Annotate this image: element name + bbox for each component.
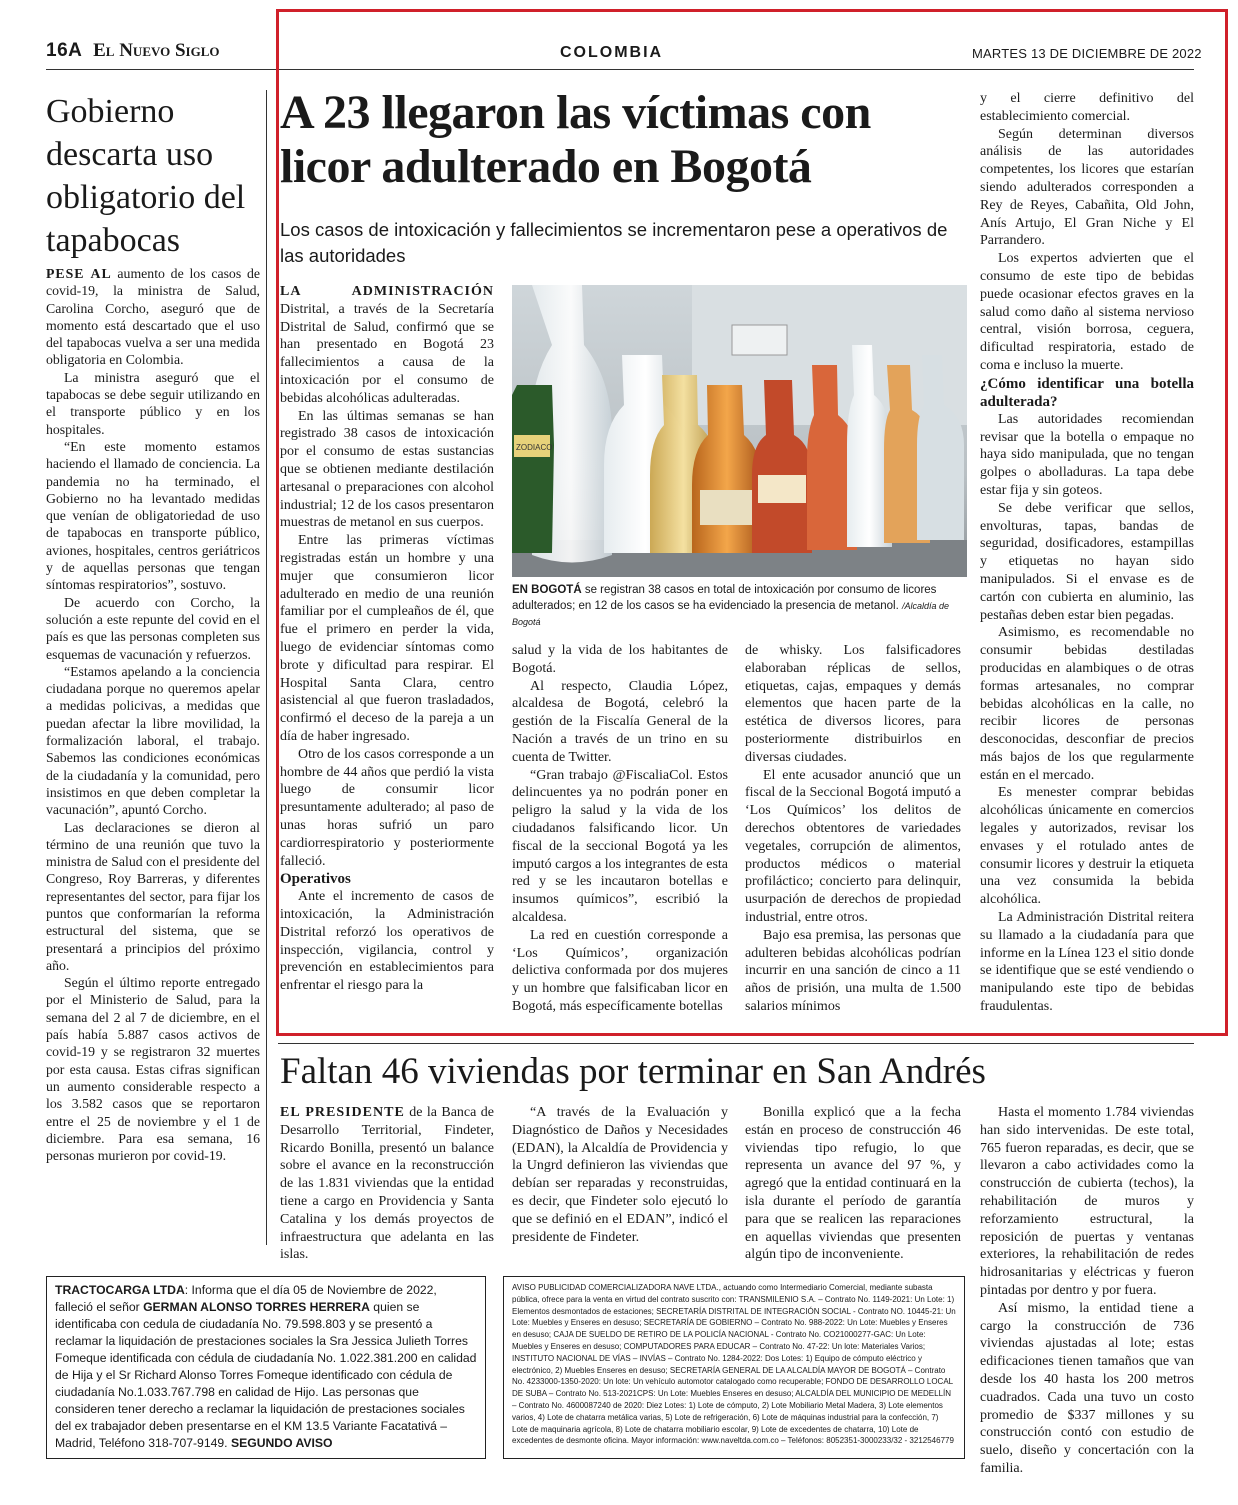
nave-auction-notice	[503, 1276, 965, 1459]
caption-credit: /Alcaldía de Bogotá	[512, 601, 950, 627]
paragraph: El ente acusador anunció que un fiscal de la Seccional Bogotá imputó a ‘Los Químicos’ los delitos de derechos obtentores de variedades vegetales, corrupción de alimentos, productos médicos o material profiláctico; concierto para delinquir, usurpación de derechos de propiedad industrial, entre otros.	[745, 767, 961, 925]
paragraph: y el cierre definitivo del establecimiento comercial.	[980, 91, 1194, 124]
lead-words: EL PRESIDENTE	[280, 1105, 405, 1120]
subhead-identificar: ¿Cómo identificar una botella adulterada?	[980, 375, 1194, 410]
paragraph: Hasta el momento 1.784 viviendas han sido intervenidas. De este total, 765 fueron reparadas, es decir, que se llevaron a cabo actividades como la construcción de cubierta (techos), la rehabilitación de muros y reforzamiento estructural, la reposición de puertas y ventanas exteriores, la rehabilitación de redes hidrosanitarias y eléctricas y fueron pintadas por dentro y por fuera.	[980, 1105, 1194, 1298]
paragraph: Los expertos advierten que el consumo de este tipo de bebidas puede ocasionar efectos graves en la salud como daño al sistema nervioso central, visión borrosa, ceguera, dificultad respiratoria, estado de coma e incluso la muerte.	[980, 251, 1194, 373]
paragraph: Asimismo, es recomendable no consumir bebidas destiladas producidas en alambiques o de otras formas artesanales, no comprar bebidas alcohólicas en la calle, no recibir licores de personas desconocidas, desconfiar de precios más bajos de los que regularmente están en el mercado.	[980, 625, 1194, 783]
subhead-operativos: Operativos	[280, 871, 351, 888]
paragraph: La Administración Distrital reitera su llamado a la ciudadanía para que informe en la Línea 123 el sitio donde se identifique que se esté vendiendo o manipulando este tipo de bebidas fraudulentas.	[980, 910, 1194, 1015]
paragraph: Otro de los casos corresponde a un hombre de 44 años que perdió la vista luego de consumir licor presuntamente adulterado; al paso de unas horas sufrió un paro cardiorrespiratorio y posteriormente falleció.	[280, 746, 494, 869]
paragraph: Así mismo, la entidad tiene a cargo la construcción de 736 viviendas ajustadas al lote; estas edificaciones tienen tamaños que van desde los 40 hasta los 200 metros cuadrados. Cada una tuvo un costo promedio de $337 millones y su construcción contó con estudio de suelo, diseño y concertación con la familia.	[980, 1300, 1194, 1476]
bottles-photo	[512, 285, 967, 577]
bottles-illustration	[512, 285, 967, 577]
photo-caption: EN BOGOTÁ se registran 38 casos en total de intoxicación por consumo de licores adulterados; en 12 de los casos se ha evidenciado la presencia de metanol. /Alcaldía de Bogotá	[512, 584, 950, 627]
paragraph: EL PRESIDENTE de la Banca de Desarrollo Territorial, Findeter, Ricardo Bonilla, presentó un balance sobre el avance en la reconstrucción de las 1.831 viviendas que la entidad tiene a cargo en Providencia y Santa Catalina y los demás proyectos de infraestructura que adelanta en las islas.	[280, 1105, 494, 1263]
paragraph: Ante el incremento de casos de intoxicación, la Administración Distrital reforzó los operativos de inspección, vigilancia, control y prevención en establecimientos para enfrentar el riesgo para la	[280, 889, 494, 994]
paragraph: Al respecto, Claudia López, alcaldesa de Bogotá, celebró la gestión de la Fiscalía General de la Nación a través de un trino en su cuenta de Twitter.	[512, 678, 728, 765]
paragraph: “Gran trabajo @FiscaliaCol. Estos delincuentes ya no podrán poner en peligro la salud y la vida de los ciudadanos falsificando licor. Un fiscal de la seccional Bogotá ya les imputó cargos a los integrantes de esta red y se les incautaron botellas e insumos químicos”, escribió la alcaldesa.	[512, 767, 728, 925]
paragraph: En las últimas semanas se han registrado 38 casos de intoxicación por el consumo de estas sustancias que se obtienen mediante destilación artesanal o preparaciones con alcohol industrial; 12 de los casos presentaron muestras de metanol en sus cuerpos.	[280, 408, 494, 531]
ad-name: GERMAN ALONSO TORRES HERRERA	[143, 1300, 370, 1314]
ad-notice-label: SEGUNDO AVISO	[230, 1436, 333, 1450]
left-article-body	[46, 265, 260, 1164]
second-article-col1	[280, 1104, 494, 1264]
paragraph: Se debe verificar que sellos, envolturas, tapas, bandas de seguridad, dosificadores, estampillas y etiquetas no hayan sido manipulados. Si el envase es de cartón con cubierta en aluminio, las pestañas deben estar bien pegadas.	[980, 500, 1194, 623]
paragraph: LA ADMINISTRACIÓN Distrital, a través de la Secretaría Distrital de Salud, confirmó que se han presentado en Bogotá 23 fallecimientos a causa de la intoxicación por el consumo de bebidas alcohólicas adulteradas.	[280, 284, 494, 406]
ad-company: TRACTOCARGA LTDA	[55, 1283, 185, 1297]
second-article-title: Faltan 46 viviendas por terminar en San Andrés	[280, 1051, 986, 1092]
paragraph: “A través de la Evaluación y Diagnóstico de Daños y Necesidades (EDAN), la Alcaldía de Providencia y la Ungrd definieron las viviendas que debían ser reparadas y reconstruidas, es decir, que Findeter solo ejecutó lo que se definió en el EDAN”, indicó el presidente de Findeter.	[512, 1105, 728, 1245]
paragraph: “Estamos apelando a la conciencia ciudadana porque no queremos apelar a medidas policivas, a medidas que puedan afectar la libre movilidad, la formalización laboral, el trabajo. Sabemos las condiciones económicas de la ciudadanía y la comunidad, pero insistimos en que deben completar la vacunación”, apuntó Corcho.	[46, 663, 260, 818]
left-article-title: Gobierno descarta uso obligatorio del tapabocas	[46, 93, 246, 259]
paragraph: Las autoridades recomiendan revisar que la botella o empaque no haya sido manipulada, que no tengan golpes o abolladuras. La tapa debe estar fija y sin goteos.	[980, 411, 1194, 498]
paragraph: Las declaraciones se dieron al término de una reunión que tuvo la ministra de Salud con el presidente del Congreso, Roy Barreras, y diferentes representantes del sector, para fijar los puntos que conformarían la reforma estructural del sistema, que se presentará a principios del próximo año.	[46, 819, 260, 973]
paragraph: La red en cuestión corresponde a ‘Los Químicos’, organización delictiva conformada por dos mujeres y un hombre que falsificaban licor en Bogotá, más específicamente botellas	[512, 927, 728, 1014]
section-name: COLOMBIA	[560, 44, 664, 61]
second-article-col2	[512, 1104, 728, 1246]
second-article-col4	[980, 1104, 1194, 1478]
paragraph: La ministra aseguró que el tapabocas se debe seguir utilizando en el transporte público y en los hospitales.	[46, 369, 260, 437]
page-number: 16A	[46, 40, 83, 61]
main-article-col3	[745, 642, 961, 1016]
paragraph: De acuerdo con Corcho, la solución a este repunte del covid en el país es que las personas completen sus esquemas de vacunación y refuerzos.	[46, 594, 260, 662]
paragraph: salud y la vida de los habitantes de Bogotá.	[512, 643, 728, 676]
paragraph: Según determinan diversos análisis de las autoridades competentes, los licores que estarían siendo adulterados corresponden a Rey de Reyes, Cabañita, Old John, Anís Artujo, El Gran Niche y El Parrandero.	[980, 126, 1194, 249]
main-article-title: A 23 llegaron las víctimas con licor adulterado en Bogotá	[280, 86, 871, 193]
lead-words: LA ADMINISTRACIÓN	[280, 284, 494, 299]
main-article-subtitle: Los casos de intoxicación y fallecimientos se incrementaron pese a operativos de las autoridades	[280, 219, 948, 266]
lead-words: PESE AL	[46, 266, 112, 281]
paragraph: Según el último reporte entregado por el Ministerio de Salud, para la semana del 2 al 7 de diciembre, en el país había 5.887 casos activos de covid-19 y se registraron 32 muertes por esta causa. Estas cifras significan un aumento considerable respecto a los 3.582 casos que se reportaron entre el 25 de noviembre y el 1 de diciembre. Para esa semana, 16 personas murieron por covid-19.	[46, 975, 260, 1164]
paragraph: Bajo esa premisa, las personas que adulteren bebidas alcohólicas podrían incurrir en una sanción de cinco a 11 años de prisión, una multa de 1.500 salarios mínimos	[745, 927, 961, 1014]
paragraph: Es menester comprar bebidas alcohólicas únicamente en comercios legales y autorizados, revisar los envases y el rotulado antes de consumir licores y destruir la etiqueta una vez consumida la bebida alcohólica.	[980, 785, 1194, 908]
page-header-left	[46, 40, 220, 62]
main-article-col2	[512, 642, 728, 1016]
main-article-col1	[280, 283, 494, 995]
issue-date: MARTES 13 DE DICIEMBRE DE 2022	[972, 46, 1202, 61]
paragraph: PESE AL aumento de los casos de covid-19, la ministra de Salud, Carolina Corcho, aseguró que de momento está descartado que el uso del tapabocas vuelva a ser una medida obligatoria en Colombia.	[46, 266, 260, 368]
column-divider	[266, 90, 267, 1245]
newspaper-name: El Nuevo Siglo	[93, 40, 220, 61]
second-article-col3	[745, 1104, 961, 1264]
ad-text: AVISO PUBLICIDAD COMERCIALIZADORA NAVE LTDA., actuando como Intermediario Comercial, mediante subasta pública, ofrece para la venta en virtud del contrato suscrito con: TRANSMILENIO S.A. – Contrato No. 1149-2021: Un Lote: 1) Elementos desmontados de estaciones; SECRETARÍA DISTRITAL DE INTEGRACIÓN SOCIAL - Contrato NO. 10445-21: Un Lote: Muebles y Enseres en desuso; SECRETARÍA DE GOBIERNO – Contrato No. 988-2022: Un Lote: Muebles y Enseres en desuso; CAJA DE SUELDO DE RETIRO DE LA POLICÍA NACIONAL - Contrato No. CO21000277-GAC: Un Lote: Muebles y Enseres en desuso; COMPUTADORES PARA EDUCAR – Contrato No. 47-22: Un lote: Materiales Varios; INSTITUTO NACIONAL DE VÍAS – INVÍAS – Contrato No. 1284-2022: Dos Lotes: 1) Equipo de cómputo eléctrico y electrónico, 2) Muebles Enseres en desuso; SECRETARÍA GENERAL DE LA ALCALDÍA MAYOR DE BOGOTÁ – Contrato No. 4233000-1350-2020: Un lote: Un vehículo automotor catalogado como recuperable; FONDO DE DESARROLLO LOCAL DE SUBA – Contrato No. 513-2021CPS: Un Lote: Muebles Enseres en desuso; ALCALDÍA DEL MUNICIPIO DE MEDELLÍN – Contrato No. 4600087240 de 2020: Diez Lotes: 1) Lote de cómputo, 2) Lote Mobiliario Metal Madera, 3) Lote elementos varios, 4) Lote de chatarra metálica varias, 5) Lote de refrigeración, 6) Lote de máquinas industrial para la confección, 7) Lote de maquinaria agrícola, 8) Lote de chatarra mobiliario escolar, 9) Lote de excedentes de chatarra, 10) Lote de excedentes de desmonte oficina. Mayor información: www.naveltda.com.co – Teléfonos: 8052351-3000233/32 - 3212546779	[512, 1283, 956, 1446]
section-rule	[278, 1043, 1194, 1044]
paragraph: Bonilla explicó que a la fecha están en proceso de construcción 46 viviendas tipo refugio, lo que representa un avance del 97 %, y agregó que la entidad continuará en la isla durante el período de garantía para que se realicen las reparaciones en aquellas viviendas que presenten algún tipo de inconveniente.	[745, 1105, 961, 1263]
paragraph: Entre las primeras víctimas registradas están un hombre y una mujer que consumieron licor adulterado en medio de una reunión familiar por el cumpleaños de él, que fue el primero en perder la vida, luego de evidenciar síntomas como brote y dificultad para respirar. El Hospital Santa Clara, centro asistencial al que fueron trasladados, confirmó el deceso de la pareja a un día de haber ingresado.	[280, 533, 494, 744]
tractocarga-notice: TRACTOCARGA LTDA: Informa que el día 05 de Noviembre de 2022, falleció el señor GERMAN ALONSO TORRES HERRERA quien se identificaba con cedula de ciudadanía No. 79.598.803 y se presentó a reclamar la liquidación de prestaciones sociales la Sra Jessica Julieth Torres Fomeque identificada con cédula de ciudadanía No. 1.022.381.200 en calidad de Hija y el Sr Richard Alonso Torres Fomeque identificado con cédula de ciudadanía No.1.033.767.798 en calidad de Hijo. Las personas que consideren tener derecho a reclamar la liquidación de prestaciones sociales del ex trabajador deben presentarse en el KM 13.5 Variante Facatativá – Madrid, Teléfono 318-707-9149. SEGUNDO AVISO	[46, 1276, 486, 1459]
paragraph: de whisky. Los falsificadores elaboraban réplicas de sellos, etiquetas, cajas, empaques y demás elementos que hacen parte de la estética de diversos licores, para posteriormente distribuirlos en diversas ciudades.	[745, 643, 961, 765]
caption-lead: EN BOGOTÁ	[512, 584, 582, 596]
paragraph: “En este momento estamos haciendo el llamado de conciencia. La pandemia no ha terminado, el Gobierno no ha levantado medidas que venían de obligatoriedad de uso de tapabocas en transporte público, aviones, hospitales, centros geriátricos y de aquellas personas que tengan síntomas respiratorios”, sostuvo.	[46, 438, 260, 593]
bottle-label: ZODIACO	[516, 443, 553, 452]
main-article-col4	[980, 90, 1194, 1016]
